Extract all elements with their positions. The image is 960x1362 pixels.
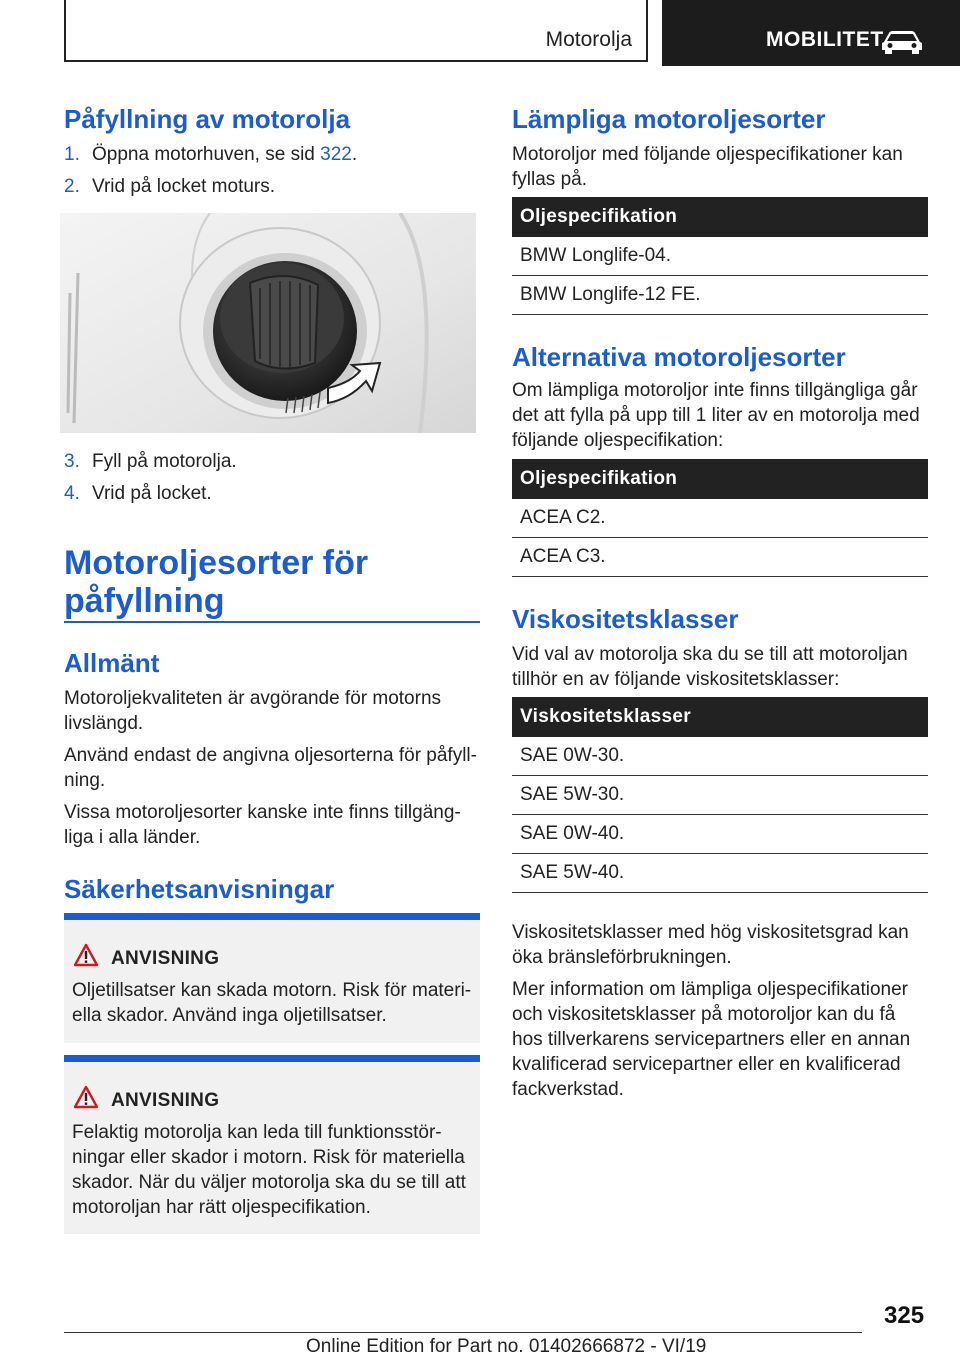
table-header: Oljespecifikation (512, 459, 928, 499)
heading-general: Allmänt (64, 648, 160, 678)
step-text: Fyll på motorolja. (92, 451, 237, 472)
table-row: SAE 5W-40. (512, 854, 928, 893)
step-1: 1. Öppna motorhuven, se sid 322. (64, 144, 358, 165)
step-text: Öppna motorhuven, se sid (92, 144, 321, 165)
viscosity-p1-line1: Viskositetsklasser med hög viskositetsgrad kan (512, 922, 909, 943)
car-icon (880, 28, 924, 54)
step-text: Vrid på locket. (92, 483, 212, 504)
suitable-text-line1: Motoroljor med följande oljespecifikationer kan (512, 144, 903, 165)
notice-text-line1: Oljetillsatser kan skada motorn. Risk för materi‐ (72, 980, 472, 1001)
general-p1-line1: Motoroljekvaliteten är avgörande för motorns (64, 688, 442, 709)
notice-text-line1: Felaktig motorolja kan leda till funktionsstör‐ (72, 1122, 442, 1143)
viscosity-p2-line2: och viskositetsklasser på motoroljor kan du få (512, 1004, 896, 1025)
alternative-oil-table (512, 459, 928, 577)
notice-text-line2: ningar eller skador i motorn. Risk för materiella (72, 1147, 465, 1168)
viscosity-p2-line1: Mer information om lämpliga oljespecifikationer (512, 979, 909, 1000)
step-2 (64, 174, 275, 199)
table-header: Oljespecifikation (512, 197, 928, 237)
step-number: 4. (64, 483, 80, 504)
step-number: 1. (64, 144, 80, 165)
general-p1-line2: livslängd. (64, 713, 144, 734)
suitable-text-line2: fyllas på. (512, 169, 587, 190)
notice-text-line4: motoroljan har rätt oljespecifikation. (72, 1197, 371, 1218)
table-row: ACEA C2. (512, 499, 928, 538)
footer-edition: Online Edition for Part no. 01402666872 - VI/19 (306, 1336, 707, 1357)
heading-alternative-oils: Alternativa motoroljesorter (512, 342, 846, 372)
heading-safety: Säkerhetsanvisningar (64, 874, 335, 904)
table-row: SAE 0W-40. (512, 815, 928, 854)
header-chapter-title: MOBILITET (766, 28, 884, 51)
alternative-text-line2: det att fylla på upp till 1 liter av en motorolja med (512, 405, 920, 426)
viscosity-p2-line5: fackverkstad. (512, 1079, 624, 1100)
table-row: SAE 0W-30. (512, 737, 928, 776)
heading-refill: Påfyllning av motorolja (64, 104, 351, 134)
step-4 (64, 481, 212, 506)
heading-oil-types-line2: påfyllning (64, 582, 225, 620)
table-row: ACEA C3. (512, 538, 928, 577)
step-text: Vrid på locket moturs. (92, 176, 276, 197)
header-section-title: Motorolja (545, 28, 632, 51)
general-p2-line1: Använd endast de angivna oljesorterna för påfyll‐ (64, 745, 477, 766)
notice-text-line2: ella skador. Använd inga oljetillsatser. (72, 1005, 387, 1026)
heading-oil-types-line1: Motoroljesorter för (64, 544, 369, 582)
viscosity-p2-line3: hos tillverkarens servicepartners eller en annan (512, 1029, 911, 1050)
general-p3-line1: Vissa motoroljesorter kanske inte finns tillgäng‐ (64, 802, 461, 823)
viscosity-p2-line4: kvalificerad servicepartner eller en kvalificerad (512, 1054, 901, 1075)
table-row: BMW Longlife-04. (512, 237, 928, 276)
header-section-tab (64, 0, 648, 62)
warning-icon (73, 943, 99, 967)
general-p2-line2: ning. (64, 770, 106, 791)
step-3 (64, 449, 237, 474)
heading-suitable-oils: Lämpliga motoroljesorter (512, 104, 826, 134)
suitable-oil-table (512, 197, 928, 315)
viscosity-text-line1: Vid val av motorolja ska du se till att motoroljan (512, 644, 908, 665)
alternative-text-line3: följande oljespecifikation: (512, 430, 724, 451)
notice-box-2 (64, 1055, 480, 1234)
heading-viscosity: Viskositetsklasser (512, 604, 739, 634)
page-link[interactable]: 322 (320, 144, 352, 165)
notice-text-line3: skador. När du väljer motorolja ska du se till att (72, 1172, 466, 1193)
table-row: BMW Longlife-12 FE. (512, 276, 928, 315)
step-number: 3. (64, 451, 80, 472)
general-p3-line2: liga i alla länder. (64, 827, 201, 848)
step-number: 2. (64, 176, 80, 197)
warning-icon (73, 1085, 99, 1109)
alternative-text-line1: Om lämpliga motoroljor inte finns tillgängliga går (512, 380, 918, 401)
page-number: 325 (884, 1302, 925, 1329)
notice-title: ANVISNING (111, 1090, 220, 1111)
viscosity-p1-line2: öka bränsleförbrukningen. (512, 947, 732, 968)
oil-cap-illustration (60, 213, 476, 433)
table-header: Viskositetsklasser (512, 697, 928, 737)
heading-underline (64, 621, 480, 623)
notice-box-1 (64, 913, 480, 1043)
notice-title: ANVISNING (111, 948, 220, 969)
viscosity-text-line2: tillhör en av följande viskositetsklasser: (512, 669, 840, 690)
viscosity-table (512, 697, 928, 893)
table-row: SAE 5W-30. (512, 776, 928, 815)
footer-divider (64, 1332, 862, 1333)
